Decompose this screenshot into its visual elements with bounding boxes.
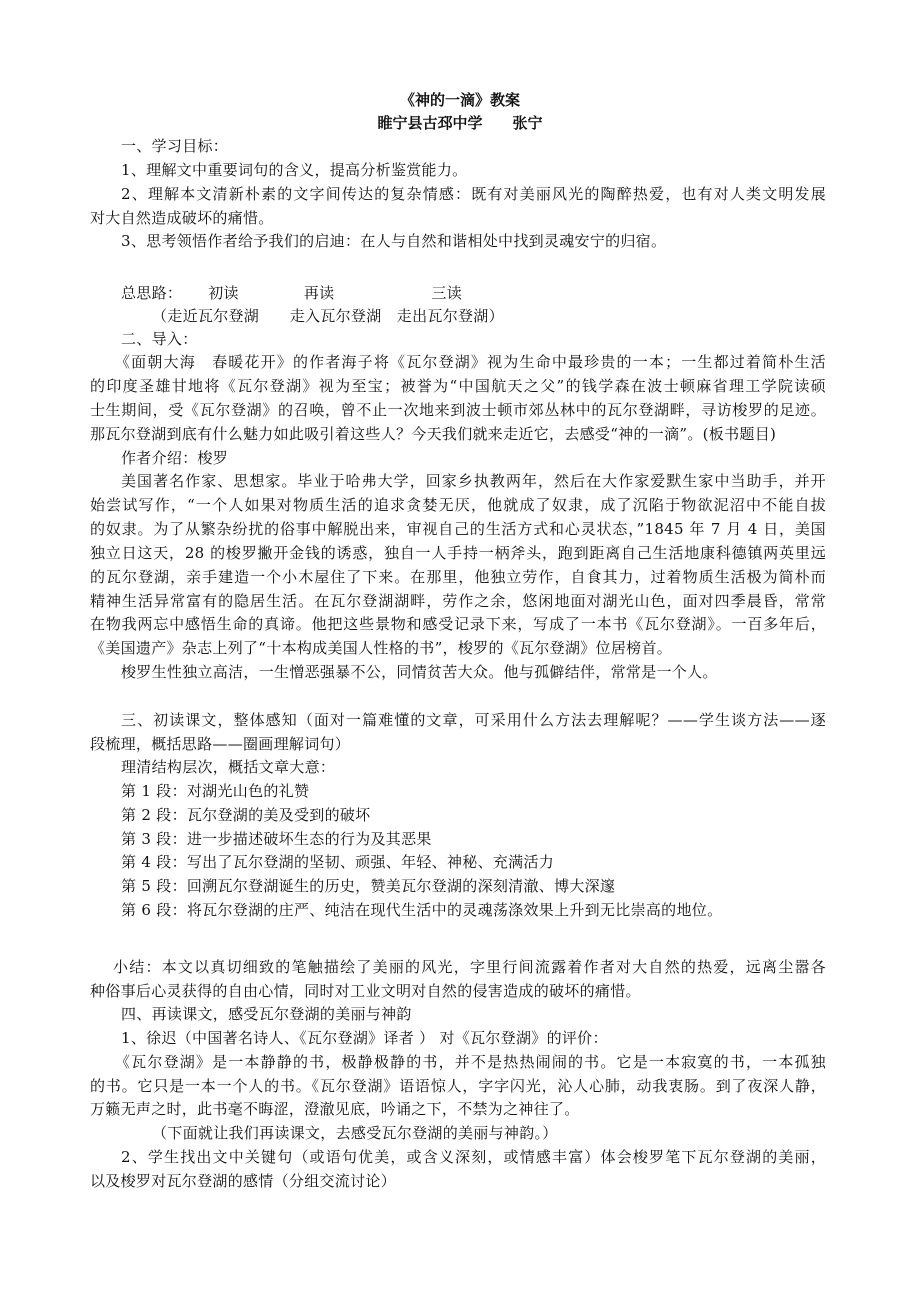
author-bio-line: 的奴隶。为了从繁杂纷扰的俗事中解脱出来，审视自己的生活方式和心灵状态，”1845 年 7 月 4 日，美国 [90,520,826,538]
intro-line: 《面朝大海 春暖花开》的作者海子将《瓦尔登湖》视为生命中最珍贵的一本；一生都过着简朴生活 [115,353,826,371]
outline-step: 三读 [431,284,463,302]
activity-item-continued: 以及梭罗对瓦尔登湖的感情（分组交流讨论） [90,1172,397,1190]
intro-line: 那瓦尔登湖到底有什么魅力如此吸引着这些人？今天我们就来走近它，去感受“神的一滴”。(板书题目) [90,425,777,443]
structure-label: 理清结构层次，概括文章大意： [121,758,336,776]
summary-line: 小结：本文以真切细致的笔触描绘了美丽的风光，字里行间流露着作者对大自然的热爱，远离尘嚣各 [113,958,826,976]
goal-item-continued: 对大自然造成破坏的痛惜。 [90,209,274,227]
outline-step: 初读 [208,284,239,302]
document-title: 《神的一滴》教案 [399,91,520,109]
outline-row [121,283,826,303]
intro-line: 士生期间，受《瓦尔登湖》的召唤，曾不止一次地来到波士顿市郊丛林中的瓦尔登湖畔，寻访梭罗的足迹。 [90,401,826,419]
author-bio-line: 精神生活异常富有的隐居生活。在瓦尔登湖湖畔，劳作之余，悠闲地面对湖光山色，面对四季晨昏，常常 [90,592,826,610]
paragraph-summary: 第 3 段：进一步描述破坏生态的行为及其恶果 [121,830,432,848]
paragraph-summary: 第 6 段：将瓦尔登湖的庄严、纯洁在现代生活中的灵魂荡涤效果上升到无比崇高的地位。 [121,901,723,919]
section-heading: 二、导入： [121,330,198,348]
paragraph-summary: 第 5 段：回溯瓦尔登湖诞生的历史，赞美瓦尔登湖的深刻清澈、博大深邃 [121,877,616,895]
author-bio-line: 《美国遗产》杂志上列了“十本构成美国人性格的书”，梭罗的《瓦尔登湖》位居榜首。 [90,639,673,657]
transition-line: （下面就让我们再读课文，去感受瓦尔登湖的美丽与神韵。） [152,1124,558,1142]
quote-line: 万籁无声之时，此书毫不晦涩，澄澈见底，吟诵之下，不禁为之神往了。 [90,1100,580,1118]
quote-line: 的书。它只是一本一个人的书。《瓦尔登湖》语语惊人，字字闪光，沁人心肺，动我衷肠。到了夜深人静， [90,1077,826,1095]
section-heading: 一、学习目标： [121,137,229,155]
author-bio-line: 美国著名作家、思想家。毕业于哈弗大学，回家乡执教两年，然后在大作家爱默生家中当助手，并开 [121,472,826,490]
author-bio-line: 在物我两忘中感悟生命的真谛。他把这些景物和感受记录下来，写成了一本书《瓦尔登湖》。一百多年后， [90,615,826,633]
intro-line: 的印度圣雄甘地将《瓦尔登湖》视为至宝；被誉为“中国航天之父”的钱学森在波士顿麻省理工学院读硕 [90,377,826,395]
activity-item: 2、学生找出文中关键句（或语句优美，或含义深刻，或情感丰富）体会梭罗笔下瓦尔登湖的美丽， [121,1148,826,1166]
outline-step: 再读 [303,284,335,302]
author-bio-line: 始尝试写作，“一个人如果对物质生活的追求贪婪无厌，他就成了奴隶，成了沉陷于物欲泥沼中不能自拔 [90,496,826,514]
outline-subtitle: （走近瓦尔登湖 走入瓦尔登湖 走出瓦尔登湖） [152,307,504,325]
paragraph-summary: 第 4 段：写出了瓦尔登湖的坚韧、顽强、年轻、神秘、充满活力 [121,853,555,871]
goal-item: 3、思考领悟作者给予我们的启迪：在人与自然和谐相处中找到灵魂安宁的归宿。 [121,232,667,250]
goal-item: 1、理解文中重要词句的含义，提高分析鉴赏能力。 [121,161,468,179]
quote-line: 《瓦尔登湖》是一本静静的书，极静极静的书，并不是热热闹闹的书。它是一本寂寞的书，一本孤独 [115,1053,826,1071]
evaluation-item: 1、徐迟（中国著名诗人、《瓦尔登湖》译者 ） 对《瓦尔登湖》的评价： [121,1029,608,1047]
summary-line: 种俗事后心灵获得的自由心情，同时对工业文明对自然的侵害造成的破坏的痛惜。 [90,982,641,1000]
section-heading-continued: 段梳理，概括思路——圈画理解词句） [90,735,351,753]
document-subtitle: 睢宁县古邳中学 张宁 [377,114,543,132]
author-label: 作者介绍：梭罗 [121,449,229,467]
goal-item: 2、理解本文清新朴素的文字间传达的复杂情感：既有对美丽风光的陶醉热爱，也有对人类文明发展 [121,185,826,203]
outline-label: 总思路： [121,284,183,302]
author-bio-line: 的瓦尔登湖，亲手建造一个小木屋住了下来。在那里，他独立劳作，自食其力，过着物质生活极为简朴而 [90,568,826,586]
author-character: 梭罗生性独立高洁，一生憎恶强暴不公，同情贫苦大众。他与孤僻结伴，常常是一个人。 [121,663,718,681]
author-bio-line: 独立日这天，28 的梭罗撇开金钱的诱惑，独自一人手持一柄斧头，跑到距离自己生活地康科德镇两英里远 [90,544,826,562]
section-heading: 三、初读课文，整体感知（面对一篇难懂的文章，可采用什么方法去理解呢？——学生谈方法——逐 [121,711,826,729]
paragraph-summary: 第 1 段：对湖光山色的礼赞 [121,782,310,800]
section-heading: 四、再读课文，感受瓦尔登湖的美丽与神韵 [121,1005,412,1023]
paragraph-summary: 第 2 段：瓦尔登湖的美及受到的破坏 [121,806,371,824]
